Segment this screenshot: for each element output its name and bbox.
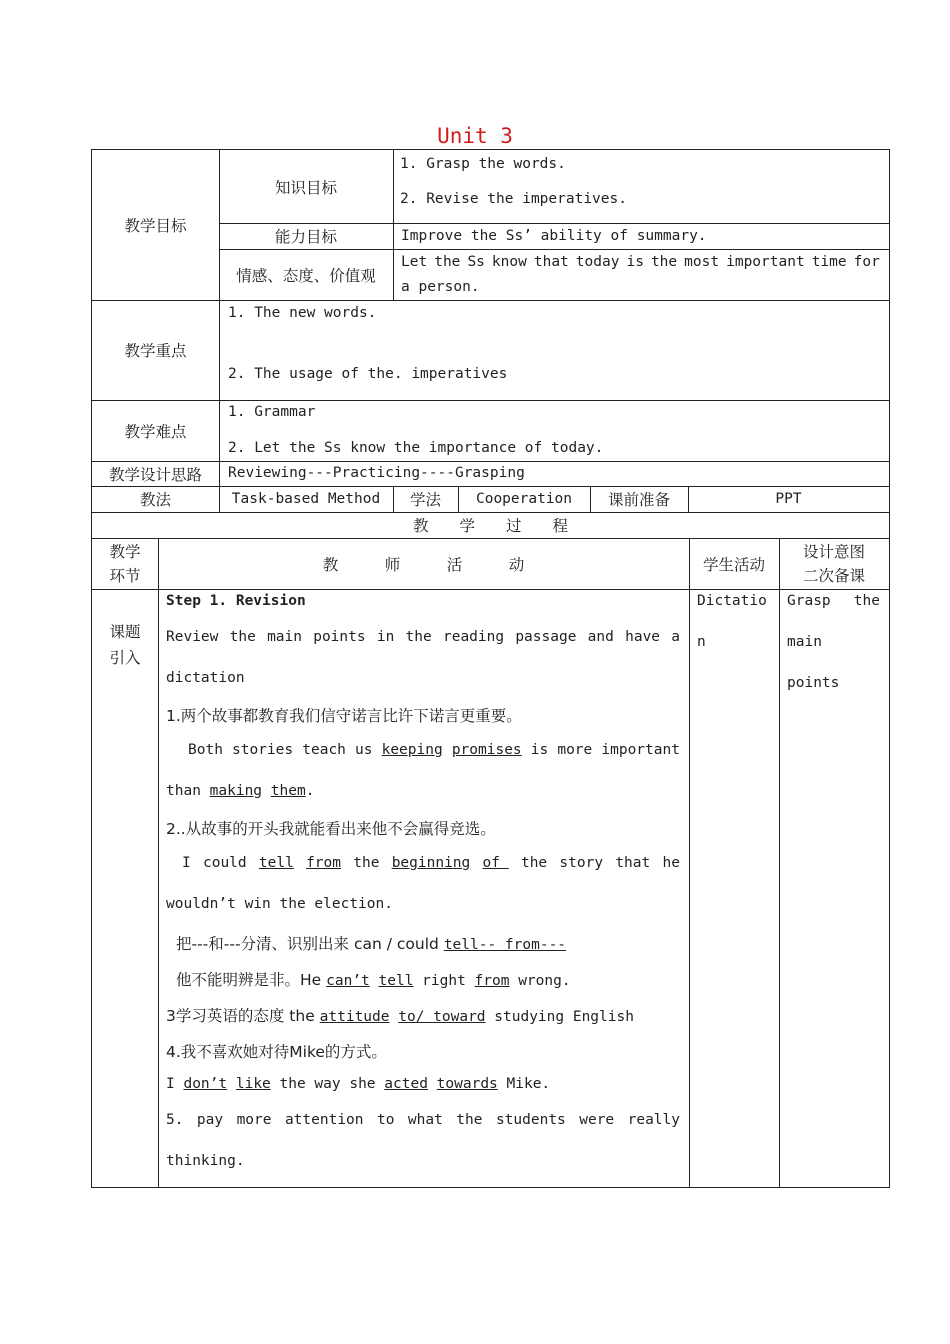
q1-line-word: teach	[302, 742, 346, 758]
q5-line-2: thinking.	[166, 1153, 245, 1169]
method-value-cell	[219, 486, 394, 513]
review-line-word: in	[376, 629, 395, 645]
review-line-word: and	[587, 629, 614, 645]
difficult-points-label-cell	[91, 400, 220, 462]
intent-cell	[779, 589, 890, 1188]
prep-label-cell	[590, 486, 689, 513]
student-header-cell	[689, 538, 780, 590]
q2-note-2-text-e: right	[413, 973, 475, 989]
intent-line-2: main	[787, 634, 822, 650]
q1-line-word: is	[530, 742, 549, 758]
stage-header: 教学 环节	[109, 542, 141, 585]
emotion-line1-word: know	[491, 254, 527, 270]
review-line-word: reading	[442, 629, 505, 645]
q2-chinese: 2..从故事的开头我就能看出来他不会赢得竞选。	[166, 820, 496, 838]
emotion-line1-word: the	[650, 254, 678, 270]
emotion-content-cell	[393, 249, 890, 301]
q1-text-e: .	[305, 783, 315, 799]
emotion-line1-word: most	[684, 254, 720, 270]
q5-line-word: students	[495, 1112, 566, 1128]
q2-line-word: could	[202, 855, 247, 871]
emotion-line1-word: Ss	[467, 254, 485, 270]
emotion-line1-word: the	[434, 254, 461, 270]
q1-chinese: 1.两个故事都教育我们信守诺言比许下诺言更重要。	[166, 707, 522, 725]
knowledge-label-cell	[219, 149, 394, 224]
difficult-point-1: 1. Grammar	[228, 404, 316, 420]
student-activity-cell	[689, 589, 780, 1188]
knowledge-label: 知识目标	[274, 178, 337, 197]
knowledge-item-1: 1. Grasp the words.	[400, 156, 566, 172]
difficult-points-content-cell	[219, 400, 890, 462]
review-line-word: the	[405, 629, 432, 645]
prep-value: PPT	[775, 491, 802, 507]
review-line-2: dictation	[166, 670, 245, 686]
emotion-label: 情感、态度、价值观	[236, 266, 376, 285]
q2-line-word: from	[306, 855, 341, 871]
review-line-word: the	[229, 629, 256, 645]
q5-line-word: were	[579, 1112, 615, 1128]
q5-line-word: the	[456, 1112, 483, 1128]
q1-underline-making: making	[209, 783, 263, 799]
intent-line-3: points	[787, 675, 840, 691]
q4-english	[166, 1076, 550, 1092]
q5-line-1	[166, 1112, 680, 1128]
student-activity-1: Dictatio	[697, 593, 767, 609]
q2-note-2-underline-tell: tell	[378, 973, 414, 989]
q2-line-word: tell	[258, 855, 294, 871]
q1-line-word: promises	[451, 742, 522, 758]
objectives-label-cell	[91, 149, 220, 301]
teacher-header: 教 师 活 动	[322, 555, 525, 574]
q5-line-word: 5.	[166, 1112, 184, 1128]
q2-line-word: the	[353, 855, 380, 871]
q2-note-1-text: 把---和---分清、识别出来 can / could	[176, 935, 444, 953]
emotion-line-1	[401, 254, 880, 270]
q1-text-c	[262, 783, 271, 799]
review-line-word: a	[671, 629, 680, 645]
q4-text-c	[227, 1076, 236, 1092]
key-points-label: 教学重点	[124, 342, 187, 360]
q2-line-word: I	[182, 855, 191, 871]
q4-underline-acted: acted	[384, 1076, 428, 1092]
q2-line-word: beginning	[391, 855, 471, 871]
q2-line-word: the	[520, 855, 548, 871]
process-title-cell	[91, 512, 890, 539]
review-line-1	[166, 629, 680, 645]
emotion-line-2: a person.	[401, 279, 480, 295]
q2-note-1-underline: tell-- from---	[443, 937, 567, 953]
review-line-word: passage	[515, 629, 577, 645]
design-content-cell	[219, 461, 890, 487]
knowledge-item-2: 2. Revise the imperatives.	[400, 191, 627, 207]
intent-line-word: the	[853, 593, 880, 609]
q3-underline-attitude: attitude	[319, 1009, 390, 1025]
objectives-label: 教学目标	[124, 217, 187, 235]
q2-english-line-2: wouldn’t win the election.	[166, 896, 393, 912]
q1-line-word: Both	[188, 742, 223, 758]
review-line-word: points	[313, 629, 366, 645]
q3-text-e: studying English	[485, 1009, 634, 1025]
design-label: 教学设计思路	[108, 465, 202, 484]
q5-line-word: more	[236, 1112, 272, 1128]
intent-header: 设计意图 二次备课	[802, 542, 865, 585]
review-line-word: have	[625, 629, 661, 645]
q3-line	[166, 1004, 634, 1026]
q4-text-i: Mike.	[497, 1076, 551, 1092]
design-label-cell	[91, 461, 220, 487]
q4-underline-like: like	[235, 1076, 271, 1092]
q5-line-word: really	[627, 1112, 680, 1128]
q1-line-word: more	[557, 742, 593, 758]
q3-underline-toward: to/ toward	[398, 1009, 486, 1025]
intent-line-word: Grasp	[787, 593, 831, 609]
q2-note-2-underline-cant: can’t	[326, 973, 370, 989]
study-value-cell	[458, 486, 591, 513]
q1-english-line-2	[166, 783, 314, 799]
q5-line-word: what	[407, 1112, 443, 1128]
q2-line-word: he	[662, 855, 680, 871]
emotion-line1-word: is	[626, 254, 644, 270]
key-points-content-cell	[219, 300, 890, 401]
q2-note-2-text-c	[370, 973, 379, 989]
key-point-1: 1. The new words.	[228, 305, 377, 321]
teacher-header-cell	[158, 538, 690, 590]
intent-header-cell	[779, 538, 890, 590]
emotion-line1-word: Let	[401, 254, 428, 270]
emotion-line1-word: that	[533, 254, 569, 270]
emotion-label-cell	[219, 249, 394, 301]
stage-1-label: 课题 引入	[109, 623, 141, 667]
emotion-line1-word: time	[811, 254, 847, 270]
study-value: Cooperation	[475, 491, 573, 507]
q3-text-a: 3学习英语的态度 the	[166, 1007, 320, 1025]
design-text: Reviewing---Practicing----Grasping	[228, 465, 525, 481]
q2-line-word: story	[559, 855, 604, 871]
q1-line-word: keeping	[381, 742, 443, 758]
q4-text-a: I	[166, 1076, 184, 1092]
method-value: Task-based Method	[231, 491, 381, 507]
q1-line-word: important	[601, 742, 680, 758]
q2-note-2-text-g: wrong.	[509, 973, 571, 989]
step-title: Step 1. Revision	[166, 593, 306, 609]
study-label-cell	[393, 486, 459, 513]
method-label: 教法	[139, 491, 171, 509]
emotion-line1-word: today	[575, 254, 620, 270]
q1-line-word: stories	[232, 742, 294, 758]
q1-line-word: us	[355, 742, 373, 758]
q5-line-word: to	[376, 1112, 395, 1128]
intent-line-1	[787, 593, 880, 609]
method-label-cell	[91, 486, 220, 513]
q4-underline-towards: towards	[436, 1076, 498, 1092]
prep-value-cell	[688, 486, 890, 513]
q3-text-c	[390, 1009, 399, 1025]
q4-text-g	[428, 1076, 437, 1092]
q1-underline-them: them	[270, 783, 306, 799]
key-points-label-cell	[91, 300, 220, 401]
q5-line-word: attention	[284, 1112, 364, 1128]
teacher-activity-cell	[158, 589, 690, 1188]
student-activity-2: n	[697, 634, 706, 650]
q4-chinese: 4.我不喜欢她对待Mike的方式。	[166, 1043, 387, 1061]
q4-text-e: the way she	[270, 1076, 385, 1092]
q2-english-line-1	[182, 855, 680, 871]
review-line-word: Review	[166, 629, 219, 645]
emotion-line1-word: for	[853, 254, 880, 270]
ability-text: Improve the Ss’ ability of summary.	[401, 228, 707, 244]
stage-1-cell	[91, 589, 159, 1188]
q2-note-2	[176, 968, 571, 990]
q1-english-line-1	[188, 742, 680, 758]
q2-note-2-text-a: 他不能明辨是非。He	[176, 971, 327, 989]
q5-line-word: pay	[196, 1112, 224, 1128]
process-title: 教 学 过 程	[412, 517, 568, 535]
q1-text-a: than	[166, 783, 210, 799]
prep-label: 课前准备	[607, 491, 670, 509]
q2-note-1	[176, 932, 566, 954]
difficult-points-label: 教学难点	[124, 422, 187, 441]
emotion-line1-word: important	[726, 254, 805, 270]
study-label: 学法	[409, 491, 441, 509]
q4-underline-dont: don’t	[183, 1076, 228, 1092]
q2-line-word: that	[615, 855, 651, 871]
review-line-word: main	[267, 629, 302, 645]
knowledge-content-cell	[393, 149, 890, 224]
page-title: Unit 3	[437, 124, 513, 148]
ability-label-cell	[219, 223, 394, 250]
student-header: 学生活动	[702, 555, 765, 574]
q2-line-word: of	[482, 855, 509, 871]
difficult-point-2: 2. Let the Ss know the importance of today.	[228, 440, 604, 456]
q2-note-2-underline-from: from	[474, 973, 510, 989]
ability-label: 能力目标	[274, 228, 337, 246]
ability-content-cell	[393, 223, 890, 250]
key-point-2: 2. The usage of the. imperatives	[228, 366, 508, 382]
stage-header-cell	[91, 538, 159, 590]
